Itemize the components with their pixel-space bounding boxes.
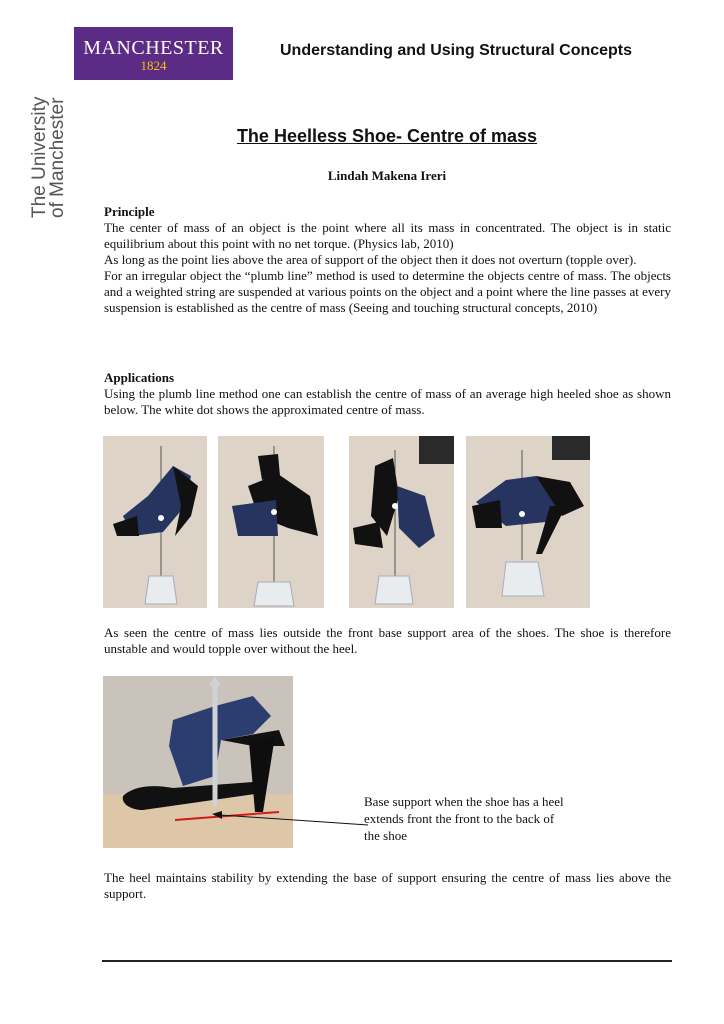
suspension-photo-2 — [218, 436, 324, 608]
university-name-vertical — [31, 78, 71, 218]
base-support-note: Base support when the shoe has a heel extends front the front to the back of the shoe — [364, 794, 564, 843]
applications-heading: Applications — [104, 370, 175, 385]
suspension-photo-1 — [103, 436, 207, 608]
principle-paragraph-1: The center of mass of an object is the point where all its mass in concentrated. The object is in static equilibrium about this point with no net torque. (Physics lab, 2010) — [104, 220, 671, 251]
document-title: The Heelless Shoe- Centre of mass — [236, 126, 538, 146]
principle-paragraph-3: For an irregular object the “plumb line” method is used to determine the objects centre of mass. The objects and a weighted string are suspended at various points on the object and a point where the line passes at every suspension is established as the centre of mass (Seeing and touching structural concepts, 2010) — [104, 268, 671, 315]
centre-of-mass-dot — [392, 503, 398, 509]
principle-paragraph-2: As long as the point lies above the area of support of the object then it does not overturn (topple over). — [104, 252, 637, 267]
logo-wordmark: MANCHESTER — [83, 37, 224, 59]
suspension-photo-3 — [349, 436, 454, 608]
university-logo — [74, 27, 233, 80]
conclusion-paragraph: The heel maintains stability by extending the base of support ensuring the centre of mass lies above the support. — [104, 870, 671, 901]
university-name-line2: of Manchester — [47, 97, 68, 218]
support-arrow — [200, 810, 370, 830]
after-photos-paragraph: As seen the centre of mass lies outside the front base support area of the shoes. The shoe is therefore unstable and would topple over without the heel. — [104, 625, 671, 656]
logo-year: 1824 — [140, 58, 167, 73]
after-photos-section — [104, 625, 671, 657]
header-title: Understanding and Using Structural Concepts — [280, 42, 633, 59]
author-name: Lindah Makena Ireri — [327, 168, 447, 183]
footer-rule — [102, 960, 672, 962]
conclusion-section — [104, 870, 671, 902]
suspension-photo-4 — [466, 436, 590, 608]
centre-of-mass-dot — [158, 515, 164, 521]
principle-section — [104, 204, 671, 316]
principle-heading: Principle — [104, 204, 155, 219]
centre-of-mass-dot — [519, 511, 525, 517]
centre-of-mass-dot — [271, 509, 277, 515]
applications-section — [104, 370, 671, 418]
university-name-line1: The University — [29, 96, 50, 218]
applications-paragraph: Using the plumb line method one can establish the centre of mass of an average high heeled shoe as shown below. The white dot shows the approximated centre of mass. — [104, 386, 671, 417]
